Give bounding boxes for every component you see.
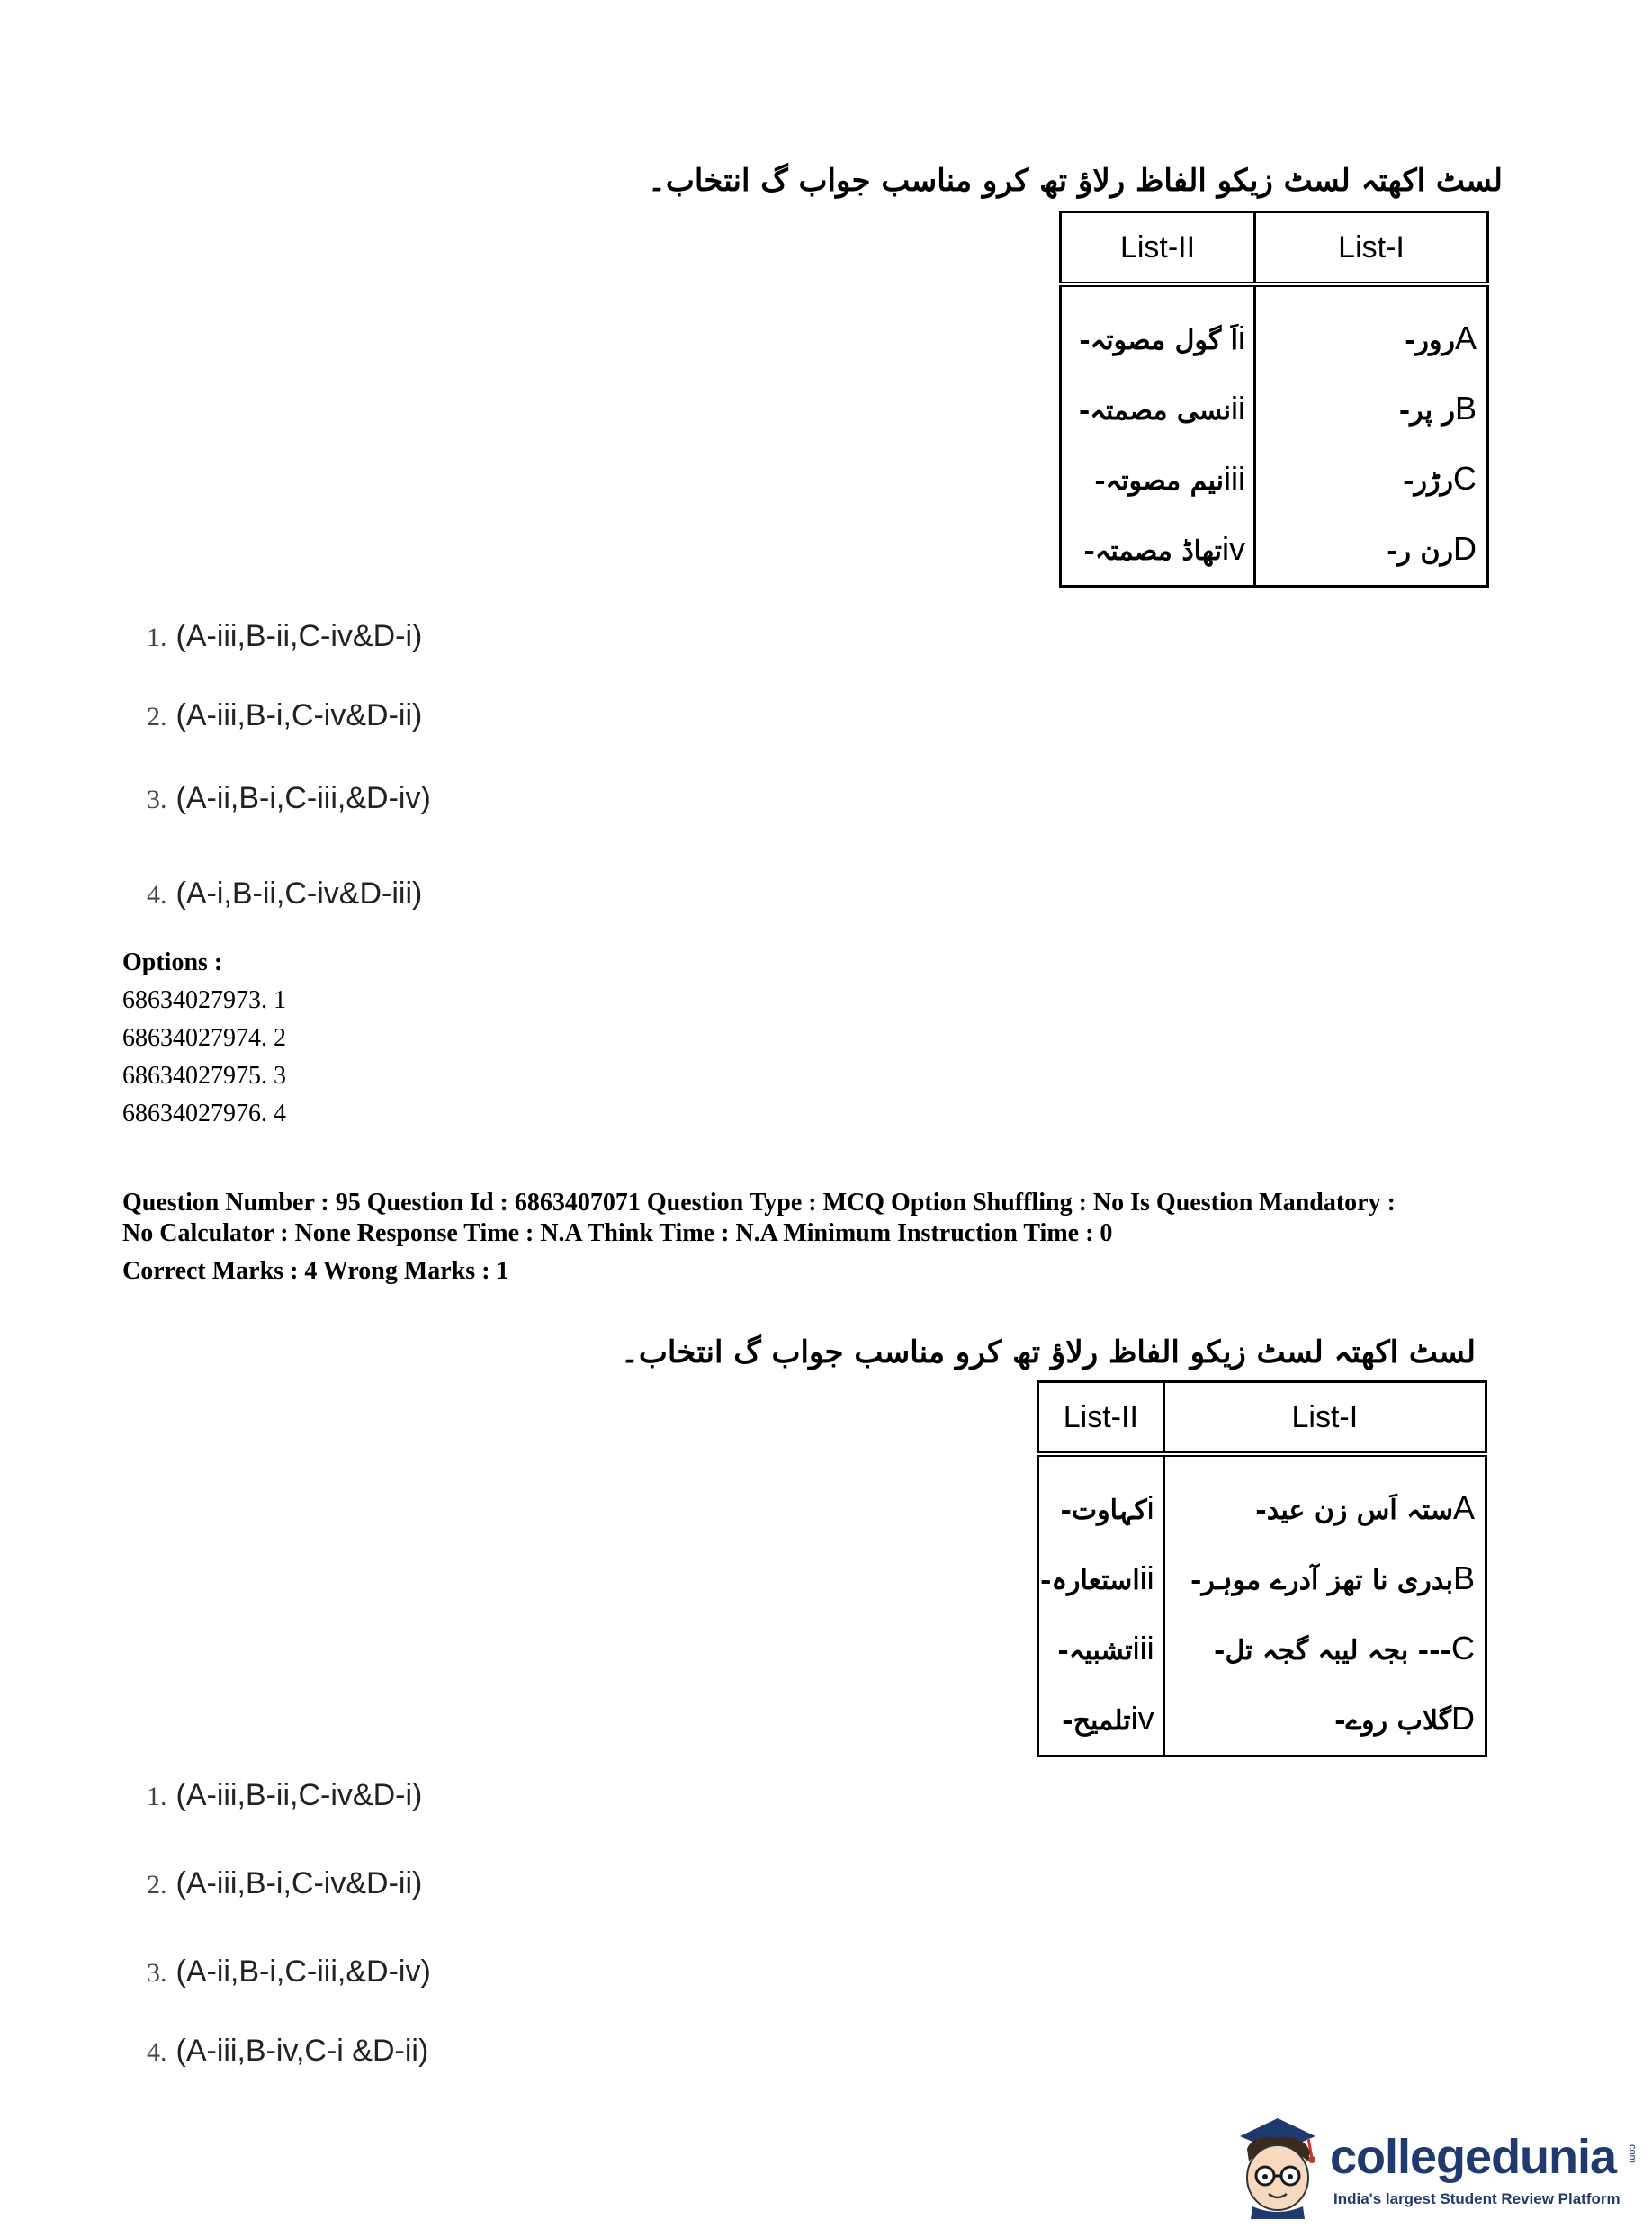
option-item: 68634027974. 2 <box>122 1024 286 1052</box>
logo-suffix: .com <box>1627 2142 1638 2163</box>
q1-list1-item: -ر پرB <box>1398 390 1477 427</box>
logo-wordmark: collegedunia <box>1330 2130 1617 2184</box>
q1-list1-cell <box>1255 287 1488 587</box>
q2-choice-4: 4. (A-iii,B-iv,C-i &D-ii) <box>147 2034 429 2068</box>
q2-list1-item: -بدری نا تھز آدرے موہرB <box>1190 1559 1475 1596</box>
q2-choice-1: 1. (A-iii,B-ii,C-iv&D-i) <box>147 1778 423 1812</box>
q2-list1-header: List-I <box>1163 1382 1486 1455</box>
q2-list1-item: -گلاب روےD <box>1334 1700 1475 1737</box>
q1-list2-header: List-II <box>1061 212 1255 285</box>
q1-list1-item: -رن رD <box>1387 530 1477 567</box>
q1-choice-3: 3. (A-ii,B-i,C-iii,&D-iv) <box>147 781 431 815</box>
q2-list2-cell <box>1038 1457 1164 1756</box>
q2-list1-item: -ستہ اَس زن عیدA <box>1255 1489 1475 1526</box>
q1-list1-item: -رورA <box>1405 319 1477 356</box>
q1-match-table <box>1059 211 1489 588</box>
q1-list2-cell <box>1061 287 1255 587</box>
option-item: 68634027976. 4 <box>122 1100 286 1127</box>
options-title: Options : <box>122 948 223 976</box>
q2-instruction: لسٹ اکھتہ لسٹ زیکو الفاظ رلاؤ تھ کرو مناسب جواب گ انتخاب۔ <box>621 1334 1476 1370</box>
options-list <box>122 986 286 1137</box>
q1-choice-1: 1. (A-iii,B-ii,C-iv&D-i) <box>147 619 423 653</box>
q2-choice-2: 2. (A-iii,B-i,C-iv&D-ii) <box>147 1866 423 1900</box>
option-item: 68634027975. 3 <box>122 1062 286 1090</box>
question-meta-line3: Correct Marks : 4 Wrong Marks : 1 <box>122 1257 509 1285</box>
q1-list2-item: -نسی مصمتہii <box>1078 390 1245 427</box>
q1-list2-item: -تھاڈ مصمتہiv <box>1083 530 1245 567</box>
q2-list2-header: List-II <box>1038 1382 1164 1455</box>
collegedunia-logo[interactable] <box>1222 2102 1645 2219</box>
option-item: 68634027973. 1 <box>122 986 286 1014</box>
q1-instruction: لسٹ اکھتہ لسٹ زیکو الفاظ رلاؤ تھ کرو مناسب جواب گ انتخاب۔ <box>648 163 1503 199</box>
q2-match-table <box>1037 1380 1487 1757</box>
q1-list1-item: -رڑرC <box>1403 460 1477 497</box>
q2-list1-item: -بجہ لیبہ گجہ تل ---C <box>1213 1630 1475 1667</box>
q2-list2-item: -تلمیحiv <box>1062 1700 1154 1737</box>
q1-list1-header: List-I <box>1255 212 1488 285</box>
q1-list2-item: -نیم مصوتہiii <box>1094 460 1245 497</box>
q2-list1-cell <box>1163 1457 1486 1756</box>
logo-tagline: India's largest Student Review Platform <box>1333 2190 1621 2207</box>
q1-choice-2: 2. (A-iii,B-i,C-iv&D-ii) <box>147 698 423 732</box>
q2-list2-item: -استعارہii <box>1040 1559 1154 1596</box>
q1-list2-item: -اَ گول مصوتہi <box>1079 319 1245 356</box>
q2-list2-item: -کہاوتi <box>1060 1489 1154 1526</box>
q2-choice-3: 3. (A-ii,B-i,C-iii,&D-iv) <box>147 1954 431 1989</box>
question-meta-line1: Question Number : 95 Question Id : 6863407071 Question Type : MCQ Option Shuffling : No Is Question Mandatory : <box>122 1189 1396 1217</box>
q2-list2-item: -تشبیہiii <box>1057 1630 1154 1667</box>
mascot-icon <box>1222 2102 1330 2219</box>
q1-choice-4: 4. (A-i,B-ii,C-iv&D-iii) <box>147 876 423 911</box>
question-meta-line2: No Calculator : None Response Time : N.A Think Time : N.A Minimum Instruction Time : 0 <box>122 1219 1113 1247</box>
question-meta <box>122 1188 1580 1287</box>
